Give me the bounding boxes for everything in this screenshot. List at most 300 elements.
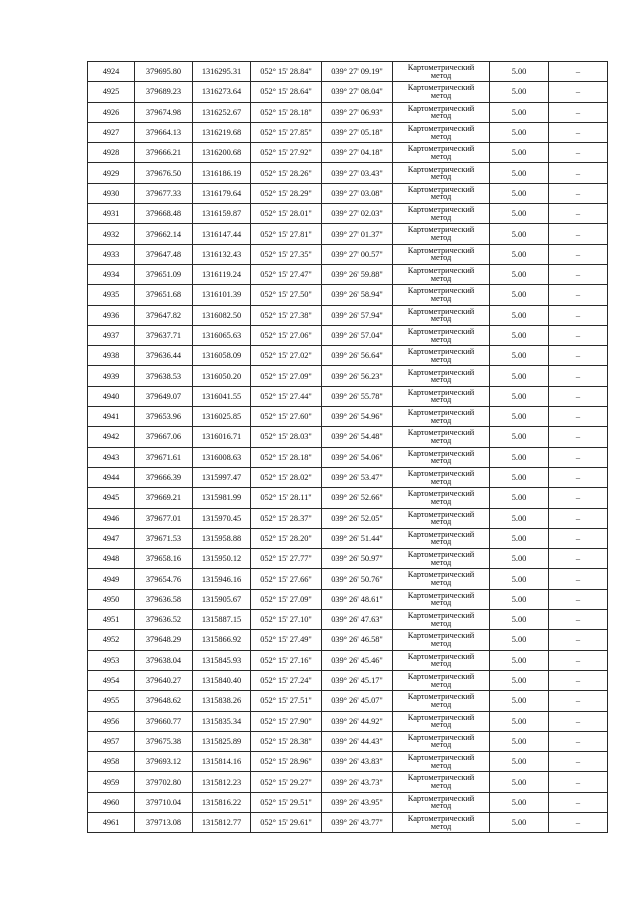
y-coordinate-cell: 1316252.67 <box>193 102 251 122</box>
longitude-cell: 039° 26' 44.92" <box>322 711 393 731</box>
x-coordinate-cell: 379695.80 <box>135 62 193 82</box>
x-coordinate-cell: 379648.62 <box>135 691 193 711</box>
method-line-1: Картометрический <box>407 225 475 235</box>
method-line-2: метод <box>430 415 452 425</box>
x-coordinate-cell: 379669.21 <box>135 488 193 508</box>
latitude-cell: 052° 15' 27.50" <box>251 285 322 305</box>
note-cell: – <box>549 264 608 284</box>
x-coordinate-cell: 379640.27 <box>135 670 193 690</box>
method-line-1: Картометрический <box>407 408 475 418</box>
precision-cell: 5.00 <box>490 82 549 102</box>
precision-cell: 5.00 <box>490 264 549 284</box>
x-coordinate-cell: 379654.76 <box>135 569 193 589</box>
latitude-cell: 052° 15' 28.29" <box>251 183 322 203</box>
precision-cell: 5.00 <box>490 204 549 224</box>
y-coordinate-cell: 1316058.09 <box>193 346 251 366</box>
point-number-cell: 4936 <box>88 305 135 325</box>
method-line-2: метод <box>430 760 452 770</box>
point-number-cell: 4929 <box>88 163 135 183</box>
x-coordinate-cell: 379671.61 <box>135 447 193 467</box>
method-line-1: Картометрический <box>407 306 475 316</box>
point-number-cell: 4956 <box>88 711 135 731</box>
method-line-2: метод <box>430 435 452 445</box>
latitude-cell: 052° 15' 27.10" <box>251 610 322 630</box>
latitude-cell: 052° 15' 27.92" <box>251 143 322 163</box>
point-number-cell: 4935 <box>88 285 135 305</box>
y-coordinate-cell: 1315814.16 <box>193 752 251 772</box>
precision-cell: 5.00 <box>490 285 549 305</box>
method-line-2: метод <box>430 801 452 811</box>
x-coordinate-cell: 379702.80 <box>135 772 193 792</box>
longitude-cell: 039° 26' 54.48" <box>322 427 393 447</box>
precision-cell: 5.00 <box>490 305 549 325</box>
note-cell: – <box>549 122 608 142</box>
note-cell: – <box>549 285 608 305</box>
y-coordinate-cell: 1315840.40 <box>193 670 251 690</box>
x-coordinate-cell: 379667.06 <box>135 427 193 447</box>
method-cell <box>393 244 490 264</box>
y-coordinate-cell: 1316179.64 <box>193 183 251 203</box>
longitude-cell: 039° 26' 43.95" <box>322 792 393 812</box>
table-row <box>88 102 608 122</box>
y-coordinate-cell: 1316082.50 <box>193 305 251 325</box>
latitude-cell: 052° 15' 29.27" <box>251 772 322 792</box>
method-line-2: метод <box>430 111 452 121</box>
note-cell: – <box>549 488 608 508</box>
table-row <box>88 752 608 772</box>
precision-cell: 5.00 <box>490 447 549 467</box>
y-coordinate-cell: 1316050.20 <box>193 366 251 386</box>
method-cell <box>393 407 490 427</box>
method-cell <box>393 630 490 650</box>
x-coordinate-cell: 379666.21 <box>135 143 193 163</box>
latitude-cell: 052° 15' 27.49" <box>251 630 322 650</box>
precision-cell: 5.00 <box>490 62 549 82</box>
longitude-cell: 039° 27' 04.18" <box>322 143 393 163</box>
method-line-2: метод <box>430 212 452 222</box>
precision-cell: 5.00 <box>490 508 549 528</box>
method-line-2: метод <box>430 354 452 364</box>
method-cell <box>393 711 490 731</box>
table-row <box>88 772 608 792</box>
point-number-cell: 4948 <box>88 549 135 569</box>
note-cell: – <box>549 691 608 711</box>
x-coordinate-cell: 379662.14 <box>135 224 193 244</box>
point-number-cell: 4942 <box>88 427 135 447</box>
method-line-1: Картометрический <box>407 590 475 600</box>
precision-cell: 5.00 <box>490 752 549 772</box>
point-number-cell: 4925 <box>88 82 135 102</box>
note-cell: – <box>549 447 608 467</box>
latitude-cell: 052° 15' 27.66" <box>251 569 322 589</box>
x-coordinate-cell: 379713.08 <box>135 812 193 832</box>
note-cell: – <box>549 650 608 670</box>
latitude-cell: 052° 15' 28.18" <box>251 447 322 467</box>
method-line-2: метод <box>430 70 452 80</box>
method-cell <box>393 102 490 122</box>
point-number-cell: 4939 <box>88 366 135 386</box>
point-number-cell: 4959 <box>88 772 135 792</box>
longitude-cell: 039° 26' 58.94" <box>322 285 393 305</box>
method-line-1: Картометрический <box>407 753 475 763</box>
method-line-1: Картометрический <box>407 387 475 397</box>
x-coordinate-cell: 379674.98 <box>135 102 193 122</box>
note-cell: – <box>549 62 608 82</box>
precision-cell: 5.00 <box>490 549 549 569</box>
point-number-cell: 4928 <box>88 143 135 163</box>
point-number-cell: 4950 <box>88 589 135 609</box>
table-row <box>88 143 608 163</box>
table-row <box>88 630 608 650</box>
precision-cell: 5.00 <box>490 122 549 142</box>
precision-cell: 5.00 <box>490 427 549 447</box>
point-number-cell: 4944 <box>88 467 135 487</box>
note-cell: – <box>549 589 608 609</box>
table-row <box>88 467 608 487</box>
y-coordinate-cell: 1315981.99 <box>193 488 251 508</box>
table-row <box>88 508 608 528</box>
x-coordinate-cell: 379658.16 <box>135 549 193 569</box>
method-cell <box>393 82 490 102</box>
latitude-cell: 052° 15' 27.85" <box>251 122 322 142</box>
longitude-cell: 039° 27' 09.19" <box>322 62 393 82</box>
precision-cell: 5.00 <box>490 630 549 650</box>
x-coordinate-cell: 379660.77 <box>135 711 193 731</box>
y-coordinate-cell: 1316273.64 <box>193 82 251 102</box>
precision-cell: 5.00 <box>490 772 549 792</box>
note-cell: – <box>549 772 608 792</box>
method-line-2: метод <box>430 537 452 547</box>
precision-cell: 5.00 <box>490 569 549 589</box>
longitude-cell: 039° 27' 06.93" <box>322 102 393 122</box>
method-line-2: метод <box>430 699 452 709</box>
x-coordinate-cell: 379677.33 <box>135 183 193 203</box>
table-row <box>88 528 608 548</box>
method-line-1: Картометрический <box>407 692 475 702</box>
latitude-cell: 052° 15' 28.11" <box>251 488 322 508</box>
note-cell: – <box>549 427 608 447</box>
x-coordinate-cell: 379676.50 <box>135 163 193 183</box>
y-coordinate-cell: 1315958.88 <box>193 528 251 548</box>
point-number-cell: 4960 <box>88 792 135 812</box>
method-line-2: метод <box>430 131 452 141</box>
method-line-2: метод <box>430 151 452 161</box>
method-cell <box>393 569 490 589</box>
method-cell <box>393 670 490 690</box>
longitude-cell: 039° 27' 08.04" <box>322 82 393 102</box>
latitude-cell: 052° 15' 28.26" <box>251 163 322 183</box>
latitude-cell: 052° 15' 27.06" <box>251 325 322 345</box>
method-cell <box>393 772 490 792</box>
y-coordinate-cell: 1315970.45 <box>193 508 251 528</box>
method-line-1: Картометрический <box>407 428 475 438</box>
x-coordinate-cell: 379689.23 <box>135 82 193 102</box>
point-number-cell: 4947 <box>88 528 135 548</box>
x-coordinate-cell: 379677.01 <box>135 508 193 528</box>
x-coordinate-cell: 379664.13 <box>135 122 193 142</box>
x-coordinate-cell: 379636.52 <box>135 610 193 630</box>
longitude-cell: 039° 26' 45.17" <box>322 670 393 690</box>
method-cell <box>393 143 490 163</box>
precision-cell: 5.00 <box>490 650 549 670</box>
note-cell: – <box>549 610 608 630</box>
x-coordinate-cell: 379636.44 <box>135 346 193 366</box>
table-row <box>88 204 608 224</box>
point-number-cell: 4961 <box>88 812 135 832</box>
longitude-cell: 039° 26' 55.78" <box>322 386 393 406</box>
note-cell: – <box>549 812 608 832</box>
longitude-cell: 039° 26' 59.88" <box>322 264 393 284</box>
longitude-cell: 039° 26' 56.23" <box>322 366 393 386</box>
method-line-1: Картометрический <box>407 83 475 93</box>
table-row <box>88 812 608 832</box>
method-cell <box>393 305 490 325</box>
table-row <box>88 346 608 366</box>
point-number-cell: 4957 <box>88 731 135 751</box>
point-number-cell: 4952 <box>88 630 135 650</box>
x-coordinate-cell: 379638.04 <box>135 650 193 670</box>
point-number-cell: 4940 <box>88 386 135 406</box>
latitude-cell: 052° 15' 27.09" <box>251 366 322 386</box>
latitude-cell: 052° 15' 28.84" <box>251 62 322 82</box>
x-coordinate-cell: 379651.68 <box>135 285 193 305</box>
method-line-1: Картометрический <box>407 611 475 621</box>
x-coordinate-cell: 379710.04 <box>135 792 193 812</box>
note-cell: – <box>549 670 608 690</box>
y-coordinate-cell: 1315835.34 <box>193 711 251 731</box>
method-line-2: метод <box>430 496 452 506</box>
point-number-cell: 4938 <box>88 346 135 366</box>
method-cell <box>393 346 490 366</box>
table-row <box>88 711 608 731</box>
x-coordinate-cell: 379637.71 <box>135 325 193 345</box>
method-line-1: Картометрический <box>407 732 475 742</box>
method-line-1: Картометрический <box>407 793 475 803</box>
note-cell: – <box>549 731 608 751</box>
table-row <box>88 82 608 102</box>
method-cell <box>393 650 490 670</box>
precision-cell: 5.00 <box>490 589 549 609</box>
x-coordinate-cell: 379636.58 <box>135 589 193 609</box>
x-coordinate-cell: 379648.29 <box>135 630 193 650</box>
method-line-1: Картометрический <box>407 63 475 73</box>
latitude-cell: 052° 15' 27.47" <box>251 264 322 284</box>
latitude-cell: 052° 15' 27.35" <box>251 244 322 264</box>
table-row <box>88 325 608 345</box>
method-cell <box>393 366 490 386</box>
method-line-2: метод <box>430 638 452 648</box>
y-coordinate-cell: 1316041.55 <box>193 386 251 406</box>
table-row <box>88 610 608 630</box>
precision-cell: 5.00 <box>490 163 549 183</box>
point-number-cell: 4941 <box>88 407 135 427</box>
method-line-1: Картометрический <box>407 468 475 478</box>
longitude-cell: 039° 26' 57.04" <box>322 325 393 345</box>
precision-cell: 5.00 <box>490 731 549 751</box>
method-line-2: метод <box>430 172 452 182</box>
point-number-cell: 4926 <box>88 102 135 122</box>
y-coordinate-cell: 1316159.87 <box>193 204 251 224</box>
method-cell <box>393 508 490 528</box>
method-line-2: метод <box>430 293 452 303</box>
method-line-2: метод <box>430 395 452 405</box>
x-coordinate-cell: 379693.12 <box>135 752 193 772</box>
method-line-1: Картометрический <box>407 103 475 113</box>
x-coordinate-cell: 379671.53 <box>135 528 193 548</box>
table-row <box>88 589 608 609</box>
note-cell: – <box>549 366 608 386</box>
method-cell <box>393 549 490 569</box>
longitude-cell: 039° 26' 43.73" <box>322 772 393 792</box>
method-line-1: Картометрический <box>407 347 475 357</box>
note-cell: – <box>549 508 608 528</box>
method-line-2: метод <box>430 90 452 100</box>
point-number-cell: 4924 <box>88 62 135 82</box>
method-cell <box>393 691 490 711</box>
method-line-1: Картометрический <box>407 631 475 641</box>
latitude-cell: 052° 15' 28.37" <box>251 508 322 528</box>
precision-cell: 5.00 <box>490 528 549 548</box>
longitude-cell: 039° 26' 50.76" <box>322 569 393 589</box>
table-row <box>88 731 608 751</box>
precision-cell: 5.00 <box>490 183 549 203</box>
table-row <box>88 549 608 569</box>
latitude-cell: 052° 15' 29.51" <box>251 792 322 812</box>
method-cell <box>393 752 490 772</box>
latitude-cell: 052° 15' 29.61" <box>251 812 322 832</box>
method-line-1: Картометрический <box>407 164 475 174</box>
note-cell: – <box>549 407 608 427</box>
note-cell: – <box>549 204 608 224</box>
latitude-cell: 052° 15' 27.24" <box>251 670 322 690</box>
latitude-cell: 052° 15' 28.64" <box>251 82 322 102</box>
note-cell: – <box>549 305 608 325</box>
note-cell: – <box>549 224 608 244</box>
table-row <box>88 244 608 264</box>
note-cell: – <box>549 630 608 650</box>
method-line-1: Картометрический <box>407 245 475 255</box>
x-coordinate-cell: 379649.07 <box>135 386 193 406</box>
y-coordinate-cell: 1316119.24 <box>193 264 251 284</box>
method-line-1: Картометрический <box>407 550 475 560</box>
precision-cell: 5.00 <box>490 386 549 406</box>
point-number-cell: 4946 <box>88 508 135 528</box>
table-row <box>88 163 608 183</box>
note-cell: – <box>549 711 608 731</box>
precision-cell: 5.00 <box>490 488 549 508</box>
latitude-cell: 052° 15' 27.60" <box>251 407 322 427</box>
point-number-cell: 4933 <box>88 244 135 264</box>
method-line-2: метод <box>430 517 452 527</box>
method-line-2: метод <box>430 578 452 588</box>
y-coordinate-cell: 1315950.12 <box>193 549 251 569</box>
y-coordinate-cell: 1316016.71 <box>193 427 251 447</box>
latitude-cell: 052° 15' 27.02" <box>251 346 322 366</box>
y-coordinate-cell: 1316186.19 <box>193 163 251 183</box>
latitude-cell: 052° 15' 28.02" <box>251 467 322 487</box>
precision-cell: 5.00 <box>490 102 549 122</box>
method-line-2: метод <box>430 192 452 202</box>
note-cell: – <box>549 386 608 406</box>
point-number-cell: 4958 <box>88 752 135 772</box>
method-line-2: метод <box>430 557 452 567</box>
method-cell <box>393 427 490 447</box>
table-row <box>88 366 608 386</box>
longitude-cell: 039° 27' 00.57" <box>322 244 393 264</box>
point-number-cell: 4951 <box>88 610 135 630</box>
method-line-1: Картометрический <box>407 712 475 722</box>
note-cell: – <box>549 82 608 102</box>
longitude-cell: 039° 26' 46.58" <box>322 630 393 650</box>
method-line-2: метод <box>430 456 452 466</box>
point-number-cell: 4927 <box>88 122 135 142</box>
method-line-2: метод <box>430 598 452 608</box>
method-cell <box>393 812 490 832</box>
method-line-1: Картометрический <box>407 326 475 336</box>
precision-cell: 5.00 <box>490 143 549 163</box>
note-cell: – <box>549 752 608 772</box>
longitude-cell: 039° 26' 45.46" <box>322 650 393 670</box>
method-line-1: Картометрический <box>407 286 475 296</box>
method-line-2: метод <box>430 334 452 344</box>
latitude-cell: 052° 15' 27.81" <box>251 224 322 244</box>
precision-cell: 5.00 <box>490 691 549 711</box>
longitude-cell: 039° 26' 44.43" <box>322 731 393 751</box>
longitude-cell: 039° 26' 54.96" <box>322 407 393 427</box>
table-row <box>88 650 608 670</box>
longitude-cell: 039° 27' 03.08" <box>322 183 393 203</box>
method-line-2: метод <box>430 375 452 385</box>
precision-cell: 5.00 <box>490 325 549 345</box>
longitude-cell: 039° 27' 02.03" <box>322 204 393 224</box>
method-line-2: метод <box>430 618 452 628</box>
table-row <box>88 427 608 447</box>
precision-cell: 5.00 <box>490 792 549 812</box>
latitude-cell: 052° 15' 28.18" <box>251 102 322 122</box>
note-cell: – <box>549 346 608 366</box>
method-line-1: Картометрический <box>407 671 475 681</box>
x-coordinate-cell: 379647.48 <box>135 244 193 264</box>
longitude-cell: 039° 27' 05.18" <box>322 122 393 142</box>
note-cell: – <box>549 183 608 203</box>
y-coordinate-cell: 1315887.15 <box>193 610 251 630</box>
y-coordinate-cell: 1315816.22 <box>193 792 251 812</box>
longitude-cell: 039° 26' 45.07" <box>322 691 393 711</box>
method-line-2: метод <box>430 476 452 486</box>
document-page <box>87 61 599 833</box>
point-number-cell: 4955 <box>88 691 135 711</box>
point-number-cell: 4949 <box>88 569 135 589</box>
method-cell <box>393 163 490 183</box>
table-row <box>88 122 608 142</box>
method-line-2: метод <box>430 821 452 831</box>
table-row <box>88 447 608 467</box>
precision-cell: 5.00 <box>490 711 549 731</box>
longitude-cell: 039° 26' 52.05" <box>322 508 393 528</box>
longitude-cell: 039° 26' 51.44" <box>322 528 393 548</box>
method-line-1: Картометрический <box>407 529 475 539</box>
y-coordinate-cell: 1315866.92 <box>193 630 251 650</box>
note-cell: – <box>549 163 608 183</box>
latitude-cell: 052° 15' 27.77" <box>251 549 322 569</box>
point-number-cell: 4953 <box>88 650 135 670</box>
method-cell <box>393 467 490 487</box>
longitude-cell: 039° 26' 53.47" <box>322 467 393 487</box>
table-row <box>88 62 608 82</box>
method-cell <box>393 447 490 467</box>
x-coordinate-cell: 379666.39 <box>135 467 193 487</box>
method-cell <box>393 589 490 609</box>
